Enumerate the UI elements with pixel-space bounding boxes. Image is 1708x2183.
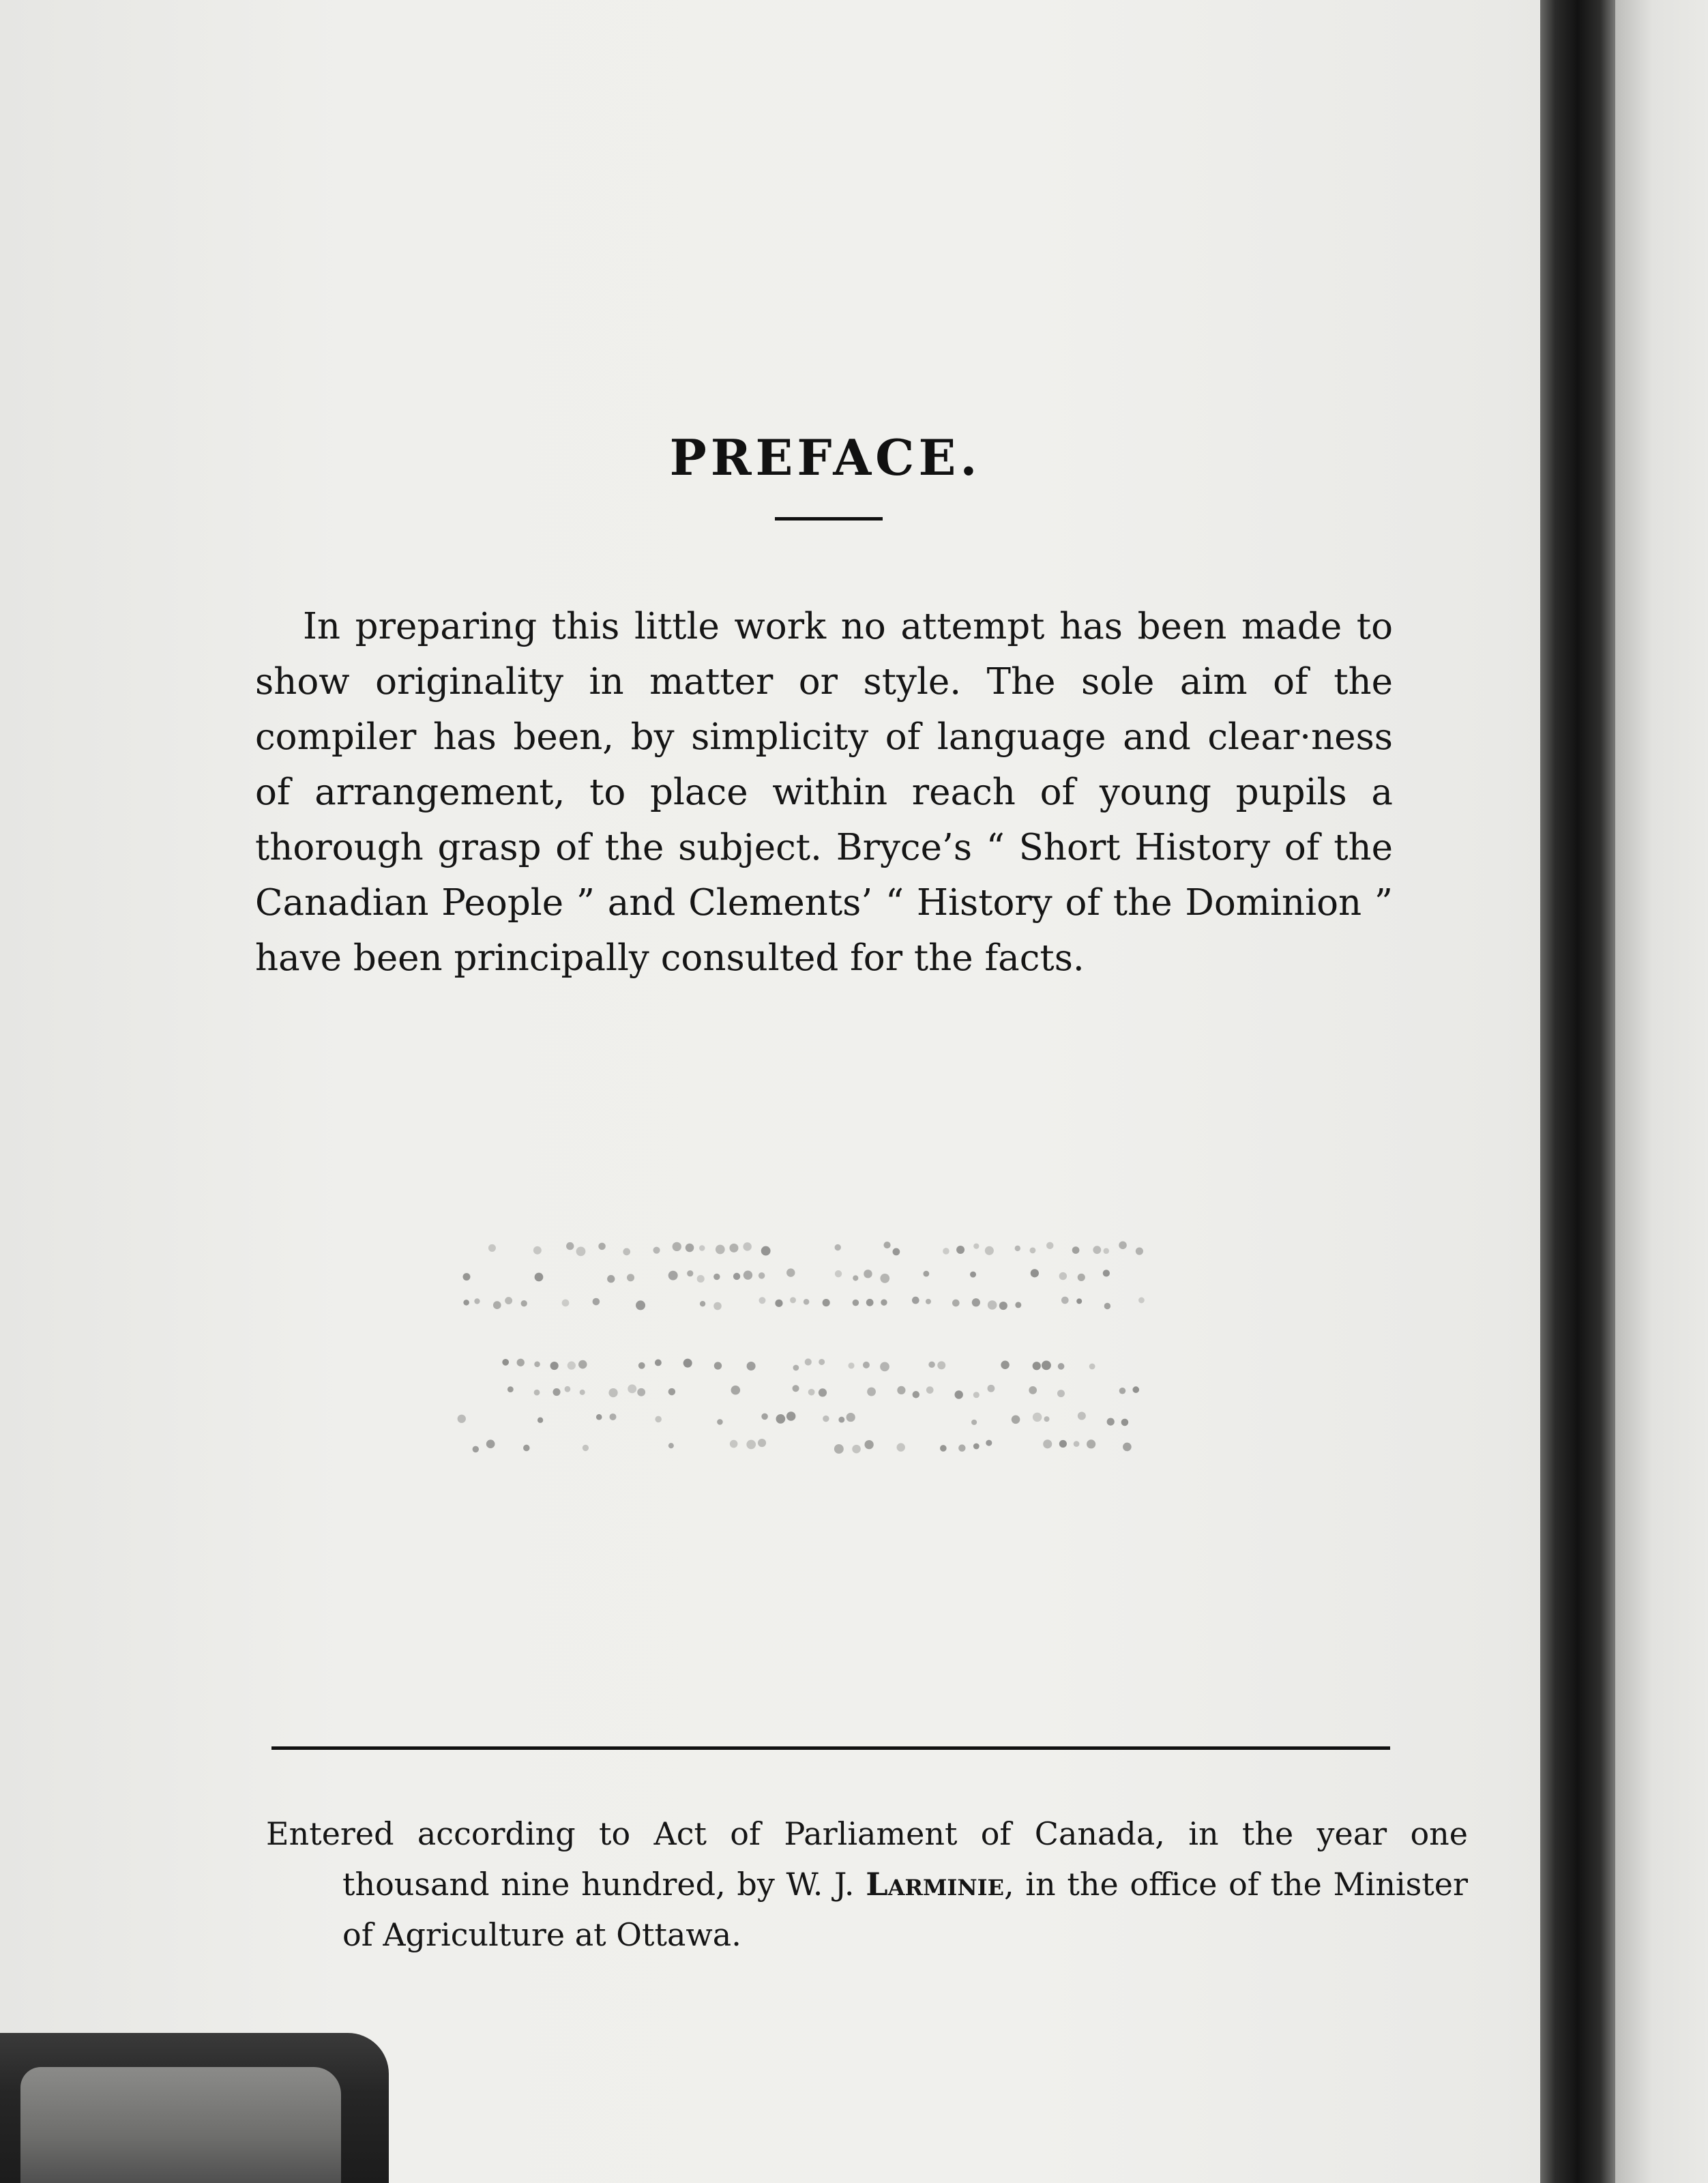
perforation-dot	[636, 1300, 645, 1310]
perforation-dot	[583, 1445, 589, 1451]
perforation-dot	[1059, 1440, 1067, 1448]
perforation-dot	[521, 1300, 527, 1306]
perforation-dot	[880, 1362, 889, 1372]
copyright-notice	[266, 1808, 1468, 1960]
perforation-dot	[972, 1298, 980, 1306]
perforation-dot	[1015, 1246, 1020, 1251]
perforation-dot	[1087, 1439, 1095, 1448]
perforation-dot	[683, 1359, 692, 1368]
perforation-dot	[1030, 1247, 1036, 1253]
perforation-dot	[853, 1275, 858, 1280]
perforation-dot	[655, 1416, 661, 1422]
perforation-dot	[985, 1246, 994, 1255]
perforation-dot	[838, 1417, 844, 1423]
perforation-dot	[999, 1302, 1007, 1310]
perforation-dot	[819, 1388, 827, 1396]
perforation-dot	[1104, 1248, 1109, 1254]
perforation-dot	[493, 1301, 501, 1309]
perforation-dot	[835, 1270, 842, 1277]
perforation-dot	[566, 1242, 574, 1250]
perforation-dot	[486, 1439, 495, 1448]
perforation-dot	[1074, 1441, 1080, 1447]
perforation-dot	[1078, 1274, 1085, 1281]
perforation-dot	[1029, 1386, 1037, 1394]
perforation-dot	[534, 1361, 540, 1367]
perforation-dot	[926, 1299, 931, 1304]
perforation-dot	[1104, 1303, 1110, 1309]
perforation-dot	[743, 1270, 752, 1279]
perforation-dot	[668, 1443, 674, 1448]
footer-divider	[271, 1746, 1390, 1750]
perforation-dot	[1031, 1269, 1039, 1277]
perforation-dot	[729, 1244, 738, 1252]
perforation-dot	[553, 1388, 560, 1396]
perforation-dot	[897, 1443, 905, 1451]
perforation-dot	[863, 1362, 870, 1368]
perforation-dot	[653, 1247, 660, 1254]
perforation-dot	[988, 1300, 997, 1310]
perforation-dot	[926, 1386, 934, 1394]
perforation-dot	[474, 1298, 480, 1304]
perforation-dot	[716, 1245, 725, 1255]
perforation-dot	[1061, 1297, 1069, 1304]
perforation-dot	[823, 1299, 830, 1306]
perforation-dot	[747, 1362, 756, 1371]
perforation-dot	[835, 1244, 841, 1250]
perforation-dot	[973, 1392, 980, 1398]
perforation-dot	[488, 1244, 496, 1252]
copyright-text-after: , in the office of the Minister of Agriculture at Ottawa.	[342, 1866, 1468, 1953]
perforation-dot	[610, 1413, 617, 1420]
perforation-dot	[502, 1359, 509, 1366]
perforation-dot	[971, 1420, 977, 1425]
perforation-dot	[775, 1300, 782, 1307]
perforation-dot	[1033, 1362, 1041, 1370]
perforation-dot	[1072, 1246, 1080, 1254]
perforation-dot	[881, 1300, 887, 1306]
perforation-dot	[534, 1390, 540, 1396]
perforation-dot	[717, 1419, 723, 1425]
perforation-dot	[714, 1362, 722, 1369]
perforation-dot	[793, 1365, 799, 1371]
perforation-dot	[638, 1362, 645, 1369]
perforation-dot	[893, 1248, 900, 1256]
perforation-dot	[523, 1445, 530, 1452]
perforation-dot	[743, 1242, 751, 1250]
perforation-dot	[668, 1271, 678, 1280]
perforation-dot	[517, 1359, 525, 1366]
perforation-dot	[628, 1384, 636, 1393]
perforation-dot	[808, 1389, 815, 1396]
perforation-dot	[746, 1440, 756, 1450]
copyright-text-before: Entered according to Act of Parliament of Canada, in the year one thousand nine hundred, by W. J.	[266, 1815, 1468, 1903]
perforation-dot	[1136, 1247, 1143, 1255]
perforation-dot	[1044, 1416, 1049, 1422]
perforation-dot	[1119, 1388, 1126, 1394]
perforation-dot	[793, 1385, 799, 1392]
perforation-dot	[565, 1386, 571, 1392]
perforation-dot	[937, 1361, 945, 1369]
perforation-dot	[1121, 1419, 1129, 1426]
perforation-dot	[713, 1274, 720, 1280]
perforation-dot	[867, 1388, 876, 1396]
perforation-dot	[912, 1297, 919, 1304]
perforation-dot	[776, 1414, 786, 1424]
perforation-dot	[568, 1362, 576, 1370]
perforation-dot	[852, 1445, 861, 1454]
perforation-dot	[834, 1444, 844, 1454]
perforation-dot	[1103, 1270, 1110, 1276]
perforation-dot	[700, 1301, 705, 1306]
perforation-dot	[731, 1386, 741, 1395]
perforation-dot	[1132, 1386, 1139, 1393]
perforation-dot	[790, 1297, 796, 1303]
perforation-dot	[668, 1388, 675, 1395]
perforation-dot	[462, 1273, 470, 1280]
perforation-dot	[1089, 1364, 1095, 1370]
page-edge	[1615, 0, 1708, 2183]
perforation-dot	[697, 1275, 705, 1283]
perforation-dot	[1078, 1411, 1086, 1420]
perforation-dot	[655, 1360, 662, 1366]
perforation-dot	[958, 1444, 965, 1451]
perforation-dot	[866, 1299, 874, 1306]
perforation-dot	[970, 1272, 976, 1278]
perforation-dot	[928, 1362, 934, 1368]
perforation-dot	[943, 1248, 949, 1255]
perforation-dot	[533, 1246, 542, 1255]
perforation-dot	[1059, 1272, 1067, 1280]
perforation-dot	[598, 1243, 606, 1250]
perforation-dot	[761, 1413, 768, 1420]
perforation-dot	[823, 1416, 829, 1422]
perforation-dot	[758, 1439, 766, 1447]
perforation-dot	[562, 1299, 570, 1306]
perforation-dot	[761, 1246, 771, 1256]
perforation-dot	[538, 1418, 543, 1423]
perforation-dot	[1076, 1298, 1082, 1304]
perforation-dot	[864, 1440, 873, 1449]
perforation-dot	[1058, 1363, 1065, 1370]
perforation-dot	[1015, 1302, 1021, 1308]
perforation-dot	[596, 1414, 602, 1420]
perforation-dot	[819, 1359, 825, 1365]
perforation-dot	[686, 1244, 694, 1252]
perforation-dot	[786, 1411, 796, 1421]
page-title: PREFACE.	[669, 428, 982, 487]
perforation-dot	[1012, 1415, 1020, 1424]
perforation-dot	[952, 1300, 960, 1307]
perforation-dot	[940, 1445, 947, 1452]
perforation-dot	[864, 1270, 872, 1278]
perforation-dot	[576, 1246, 586, 1256]
perforation-dot	[846, 1413, 855, 1422]
book-spine	[1540, 0, 1615, 2183]
perforation-dot	[730, 1440, 738, 1448]
perforation-dot	[986, 1440, 992, 1446]
perforation-dot	[687, 1270, 693, 1276]
perforation-dot	[880, 1274, 889, 1283]
perforation-dot	[1138, 1298, 1145, 1304]
perforation-dot	[505, 1297, 512, 1304]
perforation-dot	[627, 1274, 634, 1281]
perforation-dot	[1042, 1360, 1051, 1370]
perforation-dot	[973, 1244, 979, 1249]
scan-corner-artifact-inner	[20, 2067, 341, 2183]
perforation-dot	[535, 1273, 544, 1282]
perforation-dot	[973, 1444, 980, 1450]
perforation-dot	[458, 1415, 466, 1423]
perforation-dot	[849, 1362, 855, 1368]
perforation-dot	[853, 1300, 859, 1306]
perforation-dot	[1057, 1390, 1065, 1397]
perforation-dot	[1123, 1443, 1132, 1452]
perforation-dot	[883, 1242, 890, 1248]
preface-paragraph: In preparing this little work no attempt has been made to show originality in matter or style. The sole aim of the compiler has been, by simplicity of language and clear·ness of arrangement, to place within reach of young pupils a thorough grasp of the subject. Bryce’s “ Short History of the Canadian People ” and Clements’ “ History of the Dominion ” have been principally consulted for the facts.	[255, 606, 1393, 979]
perforation-dot	[580, 1390, 585, 1395]
perforation-dot	[1107, 1418, 1115, 1425]
perforation-dot	[786, 1268, 795, 1276]
perforation-dot	[507, 1386, 514, 1392]
perforation-dot	[897, 1386, 905, 1394]
perforation-dot	[923, 1271, 929, 1277]
perforation-dot	[623, 1248, 630, 1256]
perforation-dot	[608, 1388, 617, 1397]
perforation-dot	[713, 1302, 722, 1310]
perforation-dot	[1001, 1360, 1010, 1369]
copyright-name: Larminie	[866, 1866, 1004, 1903]
perforation-dot	[759, 1272, 765, 1279]
perforation-dot	[550, 1362, 559, 1370]
perforation-dot	[463, 1300, 469, 1306]
perforation-stamp	[409, 1221, 1160, 1480]
title-divider	[775, 517, 883, 521]
perforation-dot	[1033, 1413, 1042, 1422]
perforation-dot	[759, 1297, 765, 1304]
perforation-dot	[1046, 1242, 1053, 1249]
perforation-dot	[956, 1246, 965, 1254]
perforation-dot	[1043, 1439, 1052, 1448]
perforation-dot	[673, 1242, 681, 1251]
perforation-dot	[1093, 1246, 1101, 1254]
perforation-dot	[578, 1360, 587, 1369]
perforation-dot	[637, 1388, 645, 1396]
perforation-dot	[699, 1245, 705, 1251]
perforation-dot	[804, 1299, 810, 1305]
perforation-dot	[1119, 1241, 1127, 1249]
perforation-dot	[805, 1358, 812, 1365]
perforation-dot	[733, 1273, 740, 1280]
perforation-dot	[473, 1446, 479, 1452]
perforation-dot	[954, 1390, 962, 1398]
perforation-dot	[593, 1298, 600, 1306]
perforation-dot	[988, 1385, 995, 1392]
perforation-dot	[913, 1391, 919, 1398]
perforation-dot	[607, 1275, 615, 1283]
